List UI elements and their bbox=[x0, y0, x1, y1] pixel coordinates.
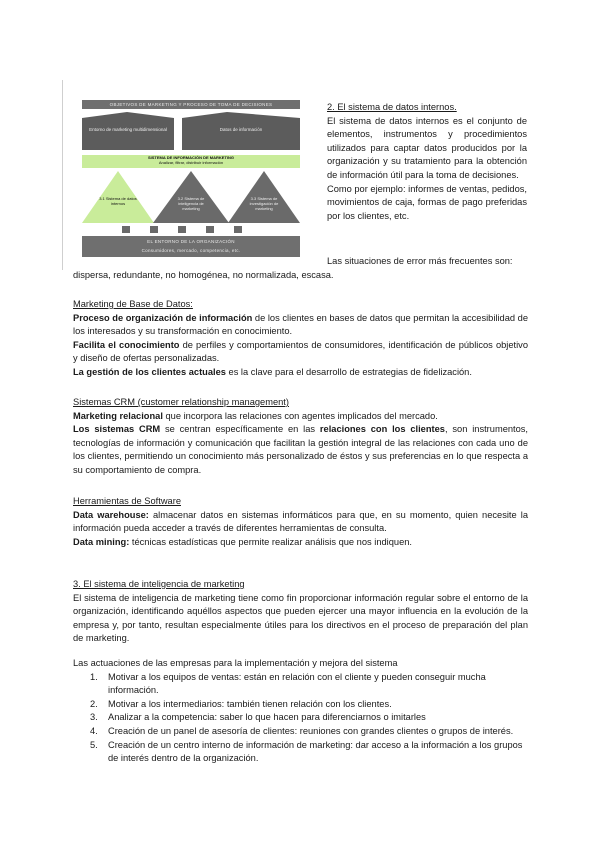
diagram-small-arrows bbox=[82, 225, 300, 234]
marketing-information-diagram bbox=[82, 100, 300, 258]
list-item-number: 1. bbox=[90, 671, 98, 682]
diagram-bottom-subtitle: Consumidores, mercado, competencia, etc. bbox=[141, 248, 241, 253]
section-2-paragraph-1: El sistema de datos internos es el conjunto de elementos, instrumentos y procedimientos utilizados para captar datos producidos por la organización y su tratamiento para la obtención de información útil para la toma de decisiones. bbox=[327, 115, 527, 180]
software-line-2: Data mining: técnicas estadísticas que permite realizar análisis que nos indiquen. bbox=[73, 536, 412, 547]
section-3-paragraph-2: Las actuaciones de las empresas para la implementación y mejora del sistema bbox=[73, 657, 398, 668]
crm-heading: Sistemas CRM (customer relationship management) bbox=[73, 397, 289, 407]
list-item-number: 2. bbox=[90, 698, 98, 709]
errors-intro: Las situaciones de error más frecuentes son: bbox=[327, 256, 513, 266]
actions-list bbox=[73, 671, 528, 766]
software-heading: Herramientas de Software bbox=[73, 496, 181, 506]
section-3-paragraph-1: El sistema de inteligencia de marketing tiene como fin proporcionar información regular sobre el entorno de la organización, identificando aquéllos aspectos que pueden ejercer una mayor influencia en la evolución de la empresa y, por tanto, resultan especialmente útiles para los directivos en el proceso de preparación del plan de marketing. bbox=[73, 592, 528, 644]
diagram-bottom-bar bbox=[82, 236, 300, 257]
database-marketing-heading: Marketing de Base de Datos: bbox=[73, 299, 193, 309]
crm-section bbox=[73, 396, 528, 478]
crm-line-2: Los sistemas CRM se centran específicamente en las relaciones con los clientes, son instrumentos, tecnologías de información y comunicación que facilitan la gestión integral de las relaciones con cada uno de los clientes, permitiendo un conocimiento más personalizado de éstos y sus preferencias en lo que respecta a su comportamiento de compra. bbox=[73, 424, 529, 475]
database-marketing-section bbox=[73, 298, 528, 380]
actions-list-item bbox=[73, 698, 528, 712]
actions-list-item bbox=[73, 739, 528, 766]
actions-list-item bbox=[73, 671, 528, 698]
diagram-band-title: SISTEMA DE INFORMACIÓN DE MARKETING bbox=[147, 155, 235, 160]
section-2-heading: 2. El sistema de datos internos. bbox=[327, 102, 457, 112]
list-item-text: Creación de un panel de asesoría de clientes: reuniones con grandes clientes o grupos de interés. bbox=[108, 725, 514, 736]
actions-list-item bbox=[73, 725, 528, 739]
crm-line-1: Marketing relacional que incorpora las relaciones con agentes implicados del mercado. bbox=[73, 410, 438, 421]
actions-list-item bbox=[73, 711, 528, 725]
diagram-triangle-3: 3.3 Sistema de investigación de marketing bbox=[249, 196, 279, 211]
list-item-text: Motivar a los equipos de ventas: están en relación con el cliente y pueden conseguir mucha información. bbox=[108, 671, 486, 696]
list-item-text: Motivar a los intermediarios: también tienen relación con los clientes. bbox=[108, 698, 392, 709]
diagram-green-band bbox=[82, 155, 300, 168]
list-item-text: Analizar a la competencia: saber lo que hacen para diferenciarnos o imitarles bbox=[108, 712, 426, 723]
list-item-number: 3. bbox=[90, 712, 98, 723]
database-marketing-line-3: La gestión de los clientes actuales es la clave para el desarrollo de estrategias de fidelización. bbox=[73, 366, 472, 377]
diagram-triangle-1: 3.1 Sistema de datos internos bbox=[99, 196, 137, 206]
section-2-column bbox=[327, 101, 527, 223]
list-item-text: Creación de un centro interno de información de marketing: dar acceso a la información a los grupos de interés dentro de la organización. bbox=[108, 739, 523, 764]
list-item-number: 4. bbox=[90, 725, 98, 736]
section-2-paragraph-2: Como por ejemplo: informes de ventas, pedidos, movimientos de caja, formas de pago preferidas por los clientes, etc. bbox=[327, 183, 527, 221]
diagram-bottom-title: EL ENTORNO DE LA ORGANIZACIÓN bbox=[147, 239, 235, 244]
diagram-top-bar: OBJETIVOS DE MARKETING Y PROCESO DE TOMA DE DECISIONES bbox=[82, 100, 300, 109]
section-3 bbox=[73, 578, 528, 766]
diagram-right-box-label: Datos de información bbox=[219, 127, 263, 132]
software-line-1: Data warehouse: almacenar datos en sistemas informáticos para que, en su momento, quien necesite la información pueda acceder a través de diferentes herramientas de consulta. bbox=[73, 509, 528, 534]
diagram-triangle-2: 3.2 Sistema de inteligencia de marketing bbox=[177, 196, 205, 211]
list-item-number: 5. bbox=[90, 739, 98, 750]
diagram-band-subtitle: Analizar, filtrar, distribuir información bbox=[158, 160, 224, 165]
page-edge-line bbox=[62, 80, 63, 270]
database-marketing-line-1: Proceso de organización de información de los clientes en bases de datos que permitan la accesibilidad de los interesados y su transformación en conocimiento. bbox=[73, 312, 528, 337]
section-3-heading: 3. El sistema de inteligencia de marketing bbox=[73, 579, 245, 589]
software-section bbox=[73, 495, 528, 549]
diagram-left-box-label: Entorno de marketing multidimensional bbox=[89, 127, 167, 132]
errors-list: dispersa, redundante, no homogénea, no normalizada, escasa. bbox=[73, 270, 334, 280]
database-marketing-line-2: Facilita el conocimiento de perfiles y comportamientos de consumidores, identificación de públicos objetivo y diseño de ofertas personalizadas. bbox=[73, 339, 528, 364]
